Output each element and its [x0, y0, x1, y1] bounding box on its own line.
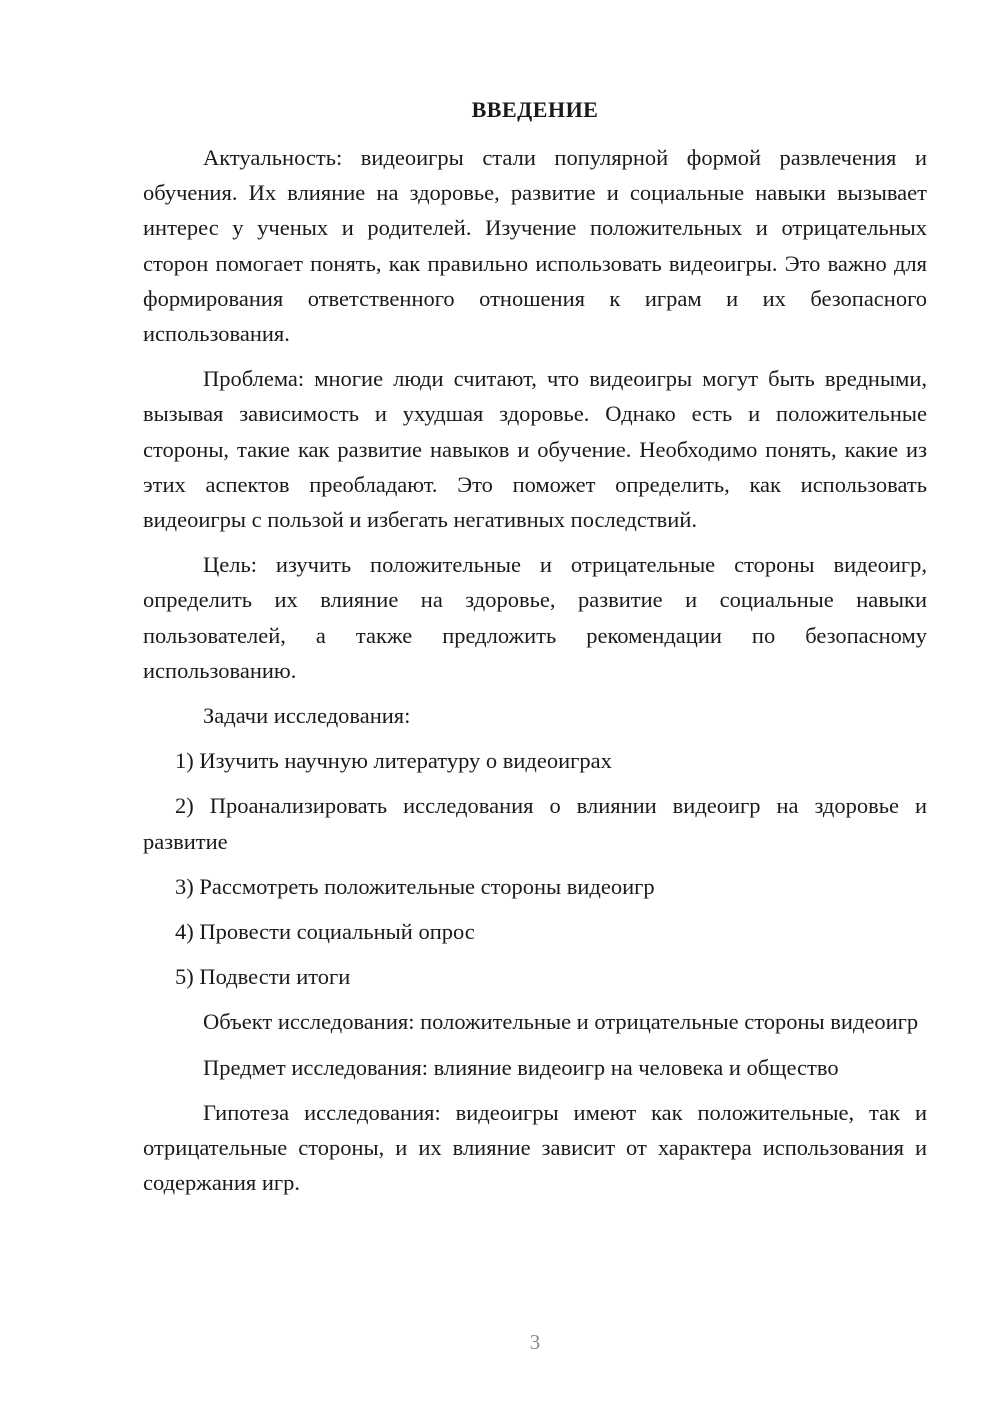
- document-body: [143, 90, 927, 1210]
- task-item-4: 4) Провести социальный опрос: [175, 919, 475, 945]
- tasks-heading: Задачи исследования:: [203, 703, 411, 729]
- task-item-1: 1) Изучить научную литературу о видеоиграх: [175, 748, 612, 774]
- hypothesis-paragraph: Гипотеза исследования: видеоигры имеют как положительные, так и отрицательные стороны, и их влияние зависит от характера использования и содержания игр.: [143, 1099, 927, 1196]
- object-paragraph: Объект исследования: положительные и отрицательные стороны видеоигр: [203, 1009, 919, 1035]
- task-item-2: 2) Проанализировать исследования о влиянии видеоигр на здоровье и развитие: [143, 793, 927, 854]
- goal-paragraph: Цель: изучить положительные и отрицательные стороны видеоигр, определить их влияние на здоровье, развитие и социальные навыки пользователей, а также предложить рекомендации по безопасному использованию.: [143, 552, 927, 683]
- relevance-paragraph: Актуальность: видеоигры стали популярной формой развлечения и обучения. Их влияние на здоровье, развитие и социальные навыки вызывает интерес у ученых и родителей. Изучение положительных и отрицательных сторон помогает понять, как правильно использовать видеоигры. Это важно для формирования ответственного отношения к играм и их безопасного использования.: [143, 145, 927, 347]
- subject-paragraph: Предмет исследования: влияние видеоигр на человека и общество: [203, 1054, 839, 1080]
- section-title: ВВЕДЕНИЕ: [471, 97, 599, 122]
- task-item-3: 3) Рассмотреть положительные стороны видеоигр: [175, 873, 655, 899]
- page-number: 3: [529, 1330, 541, 1354]
- problem-paragraph: Проблема: многие люди считают, что видеоигры могут быть вредными, вызывая зависимость и ухудшая здоровье. Однако есть и положительные стороны, такие как развитие навыков и обучение. Необходимо понять, какие из этих аспектов преобладают. Это поможет определить, как использовать видеоигры с пользой и избегать негативных последствий.: [143, 366, 927, 533]
- task-item-5: 5) Подвести итоги: [175, 964, 351, 990]
